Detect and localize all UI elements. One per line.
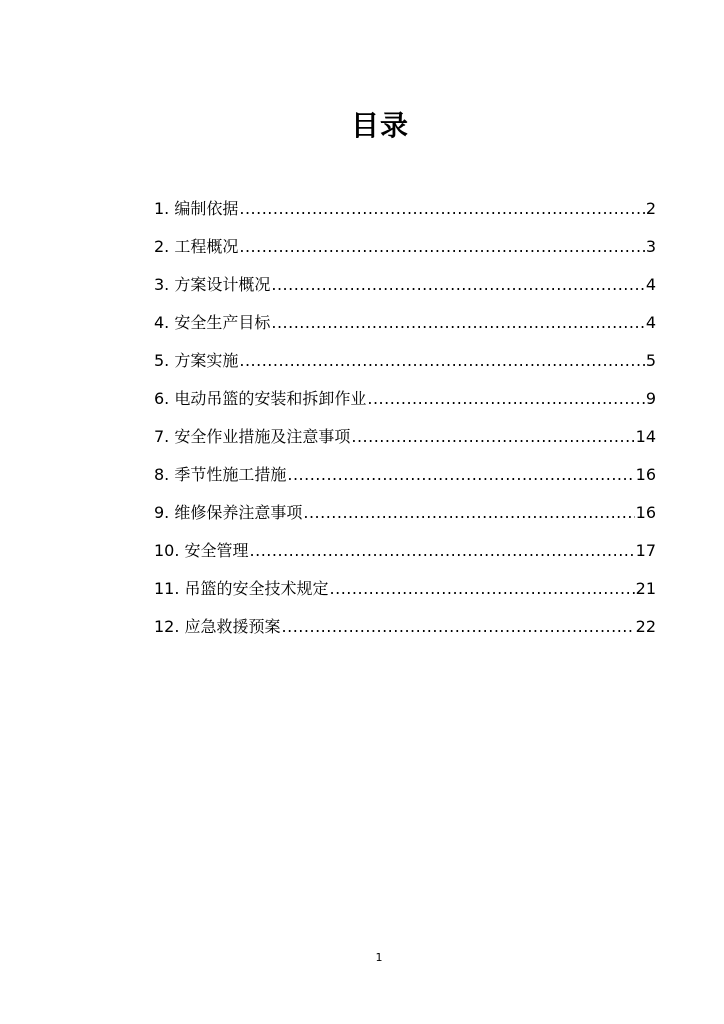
toc-entry-page: 16 — [635, 503, 656, 522]
toc-entry[interactable] — [154, 196, 656, 234]
toc-leader-dots — [239, 237, 644, 256]
toc-entry[interactable] — [154, 386, 656, 424]
toc-entry[interactable] — [154, 576, 656, 614]
toc-leader-dots — [330, 579, 635, 598]
toc-entry-page: 21 — [635, 579, 656, 598]
toc-leader-dots — [367, 389, 644, 408]
toc-entry-page: 14 — [635, 427, 656, 446]
toc-entry-label: 1. 编制依据 — [154, 199, 239, 218]
toc-entry[interactable] — [154, 424, 656, 462]
toc-entry-page: 22 — [635, 617, 656, 636]
toc-entry-page: 4 — [645, 275, 656, 294]
toc-entry[interactable] — [154, 462, 656, 500]
toc-entry-page: 4 — [645, 313, 656, 332]
toc-entry-label: 4. 安全生产目标 — [154, 313, 271, 332]
toc-entry-label: 9. 维修保养注意事项 — [154, 503, 303, 522]
toc-entry-label: 11. 吊篮的安全技术规定 — [154, 579, 329, 598]
toc-entry-page: 3 — [645, 237, 656, 256]
toc-leader-dots — [271, 275, 644, 294]
toc-entry[interactable] — [154, 614, 656, 652]
toc-title: 目录 — [350, 109, 409, 142]
toc-entry-label: 6. 电动吊篮的安装和拆卸作业 — [154, 389, 367, 408]
toc-entry[interactable] — [154, 272, 656, 310]
toc-entry[interactable] — [154, 234, 656, 272]
toc-entry-label: 2. 工程概况 — [154, 237, 239, 256]
toc-leader-dots — [282, 617, 635, 636]
toc-entry[interactable] — [154, 538, 656, 576]
page-number: 1 — [375, 951, 383, 964]
toc-leader-dots — [239, 351, 644, 370]
toc-leader-dots — [351, 427, 634, 446]
toc-leader-dots — [303, 503, 634, 522]
toc-entry-page: 17 — [635, 541, 656, 560]
toc-entry-label: 8. 季节性施工措施 — [154, 465, 287, 484]
toc-entry-page: 2 — [645, 199, 656, 218]
toc-entry-page: 9 — [645, 389, 656, 408]
toc-leader-dots — [271, 313, 644, 332]
toc-entry-label: 10. 安全管理 — [154, 541, 249, 560]
toc-entry-label: 3. 方案设计概况 — [154, 275, 271, 294]
toc-entry[interactable] — [154, 310, 656, 348]
toc-entry-page: 5 — [645, 351, 656, 370]
toc-leader-dots — [250, 541, 635, 560]
toc-entry[interactable] — [154, 348, 656, 386]
toc-entry-label: 12. 应急救援预案 — [154, 617, 281, 636]
toc-leader-dots — [287, 465, 634, 484]
toc-entry-label: 7. 安全作业措施及注意事项 — [154, 427, 351, 446]
toc-leader-dots — [239, 199, 644, 218]
toc-entry[interactable] — [154, 500, 656, 538]
table-of-contents — [154, 196, 656, 652]
toc-entry-label: 5. 方案实施 — [154, 351, 239, 370]
toc-entry-page: 16 — [635, 465, 656, 484]
